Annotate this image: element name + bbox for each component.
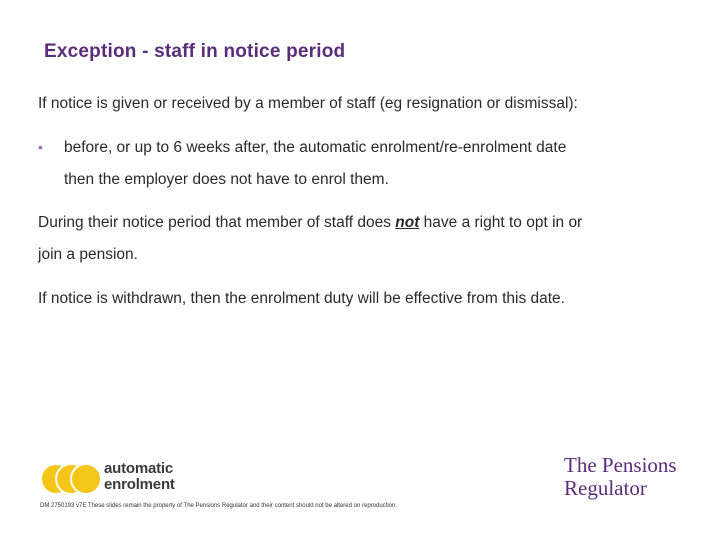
bullet-line2-not: not (230, 171, 252, 188)
tpr-line-1: The Pensions (564, 453, 677, 477)
para2-end: have a right to opt in or (419, 214, 583, 231)
pensions-regulator-logo (564, 454, 677, 500)
para2-start: During their notice period that member of staff does (38, 214, 396, 231)
bullet-marker: • (38, 139, 43, 155)
para2-not-emphasis: not (395, 214, 420, 231)
bullet-line-1 (64, 139, 566, 157)
footer-disclaimer: DM 2750193 v7E These slides remain the property of The Pensions Regulator and their content should not be altered on reproduction. (40, 503, 397, 509)
bullet-line2-start: then the employer does (64, 171, 231, 188)
bullet-line-2 (64, 171, 389, 189)
bullet-lead: before, or up to 6 weeks after (64, 139, 265, 156)
slide-title: Exception - staff in notice period (44, 41, 346, 62)
paragraph-3: If notice is withdrawn, then the enrolment duty will be effective from this date. (38, 290, 565, 307)
tpr-line-2: Regulator (564, 476, 647, 500)
paragraph-2-line-2: join a pension. (38, 246, 138, 263)
paragraph-2-line-1 (38, 214, 582, 232)
automatic-enrolment-wordmark (104, 461, 175, 493)
bullet-rest: , the automatic enrolment/re-enrolment date (264, 139, 567, 156)
intro-paragraph: If notice is given or received by a member of staff (eg resignation or dismissal): (38, 95, 578, 112)
ae-line-1: automatic (104, 460, 174, 477)
bullet-line2-end: have to enrol them. (251, 171, 389, 188)
ae-line-2: enrolment (104, 476, 175, 493)
